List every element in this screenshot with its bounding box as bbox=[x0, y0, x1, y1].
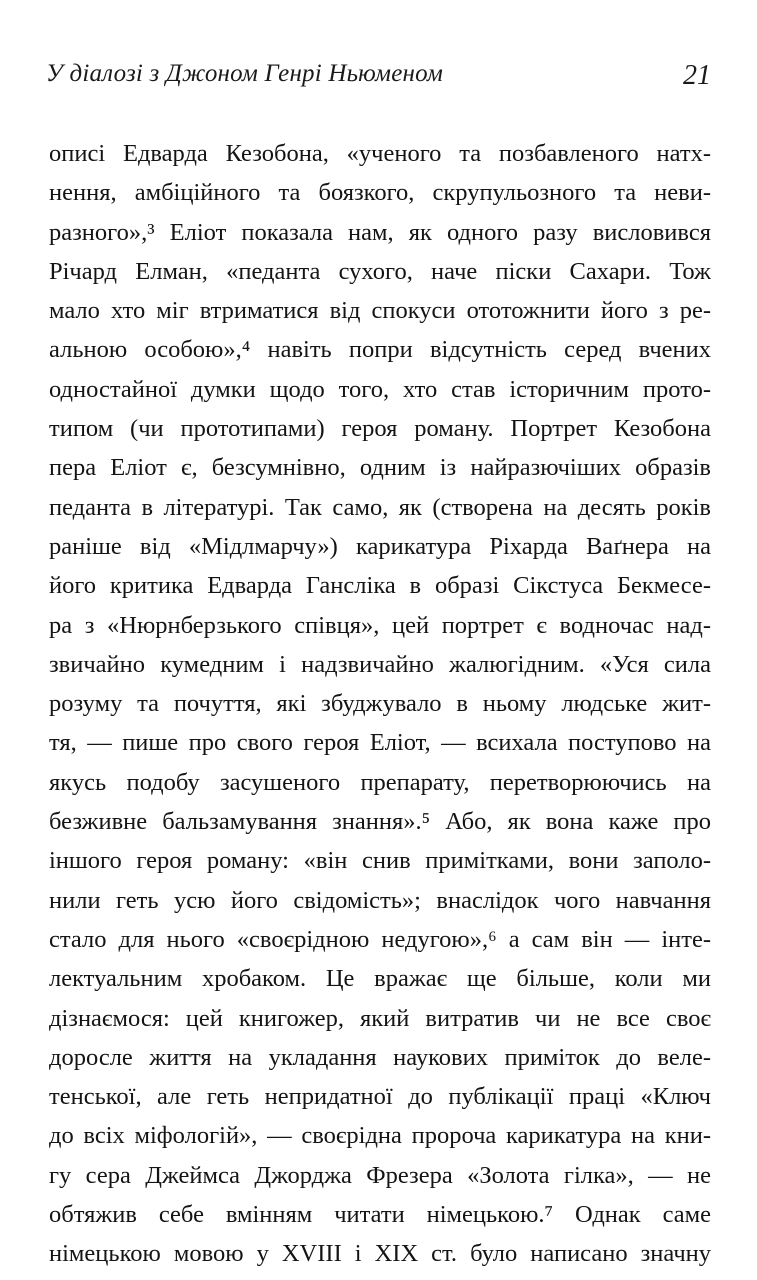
body-text bbox=[49, 134, 711, 1274]
text-line: педанта в літературі. Так само, як (створена на десять років bbox=[49, 493, 711, 521]
text-line: нили геть усю його свідомість»; внаслідок чого навчання bbox=[49, 886, 711, 914]
text-line: звичайно кумедним і надзвичайно жалюгідним. «Уся сила bbox=[49, 650, 711, 678]
text-line: іншого героя роману: «він снив примітками, вони заполо- bbox=[49, 847, 711, 875]
text-line: обтяжив себе вмінням читати німецькою.⁷ Однак саме bbox=[49, 1201, 711, 1229]
text-line: стало для нього «своєрідною недугою»,⁶ а сам він — інте- bbox=[49, 925, 711, 953]
text-line: гу сера Джеймса Джорджа Фрезера «Золота гілка», — не bbox=[49, 1161, 711, 1189]
running-header: У діалозі з Джоном Генрі Ньюменом bbox=[46, 60, 444, 87]
text-line: нення, амбіційного та боязкого, скрупульозного та неви- bbox=[49, 179, 711, 207]
text-line: разного»,³ Еліот показала нам, як одного разу висловився bbox=[49, 218, 711, 246]
text-line: якусь подобу засушеного препарату, перетворюючись на bbox=[49, 768, 711, 796]
text-line: тя, — пише про свого героя Еліот, — всихала поступово на bbox=[49, 729, 711, 757]
text-line: мало хто міг втриматися від спокуси ототожнити його з ре- bbox=[49, 297, 711, 325]
text-line: тенської, але геть непридатної до публікації праці «Ключ bbox=[49, 1083, 711, 1111]
text-line: описі Едварда Кезобона, «ученого та позбавленого натх- bbox=[49, 140, 711, 167]
text-line: одностайної думки щодо того, хто став історичним прото- bbox=[49, 375, 711, 403]
text-line: типом (чи прототипами) героя роману. Портрет Кезобона bbox=[49, 415, 711, 443]
text-line: безживне бальзамування знання».⁵ Або, як вона каже про bbox=[49, 808, 711, 836]
text-line: його критика Едварда Гансліка в образі Сікстуса Бекмесе- bbox=[49, 572, 711, 600]
text-line: німецькою мовою у XVIII і XIX ст. було написано значну bbox=[49, 1240, 711, 1268]
text-line: альною особою»,⁴ навіть попри відсутність серед вчених bbox=[49, 336, 711, 364]
text-line: доросле життя на укладання наукових приміток до веле- bbox=[49, 1043, 711, 1071]
page-number: 21 bbox=[683, 60, 711, 91]
text-line: дізнаємося: цей книгожер, який витратив чи не все своє bbox=[49, 1004, 711, 1032]
text-line: до всіх міфологій», — своєрідна пророча карикатура на кни- bbox=[49, 1122, 711, 1150]
text-line: раніше від «Мідлмарчу») карикатура Ріхарда Ваґнера на bbox=[49, 532, 711, 560]
text-line: ра з «Нюрнберзького співця», цей портрет є водночас над- bbox=[49, 611, 711, 639]
text-line: розуму та почуття, які збуджувало в ньому людське жит- bbox=[49, 690, 711, 718]
text-line: Річард Елман, «педанта сухого, наче піски Сахари. Тож bbox=[49, 257, 711, 285]
text-line: лектуальним хробаком. Це вражає ще більше, коли ми bbox=[49, 965, 711, 993]
text-line: пера Еліот є, безсумнівно, одним із найразючіших образів bbox=[49, 454, 711, 482]
